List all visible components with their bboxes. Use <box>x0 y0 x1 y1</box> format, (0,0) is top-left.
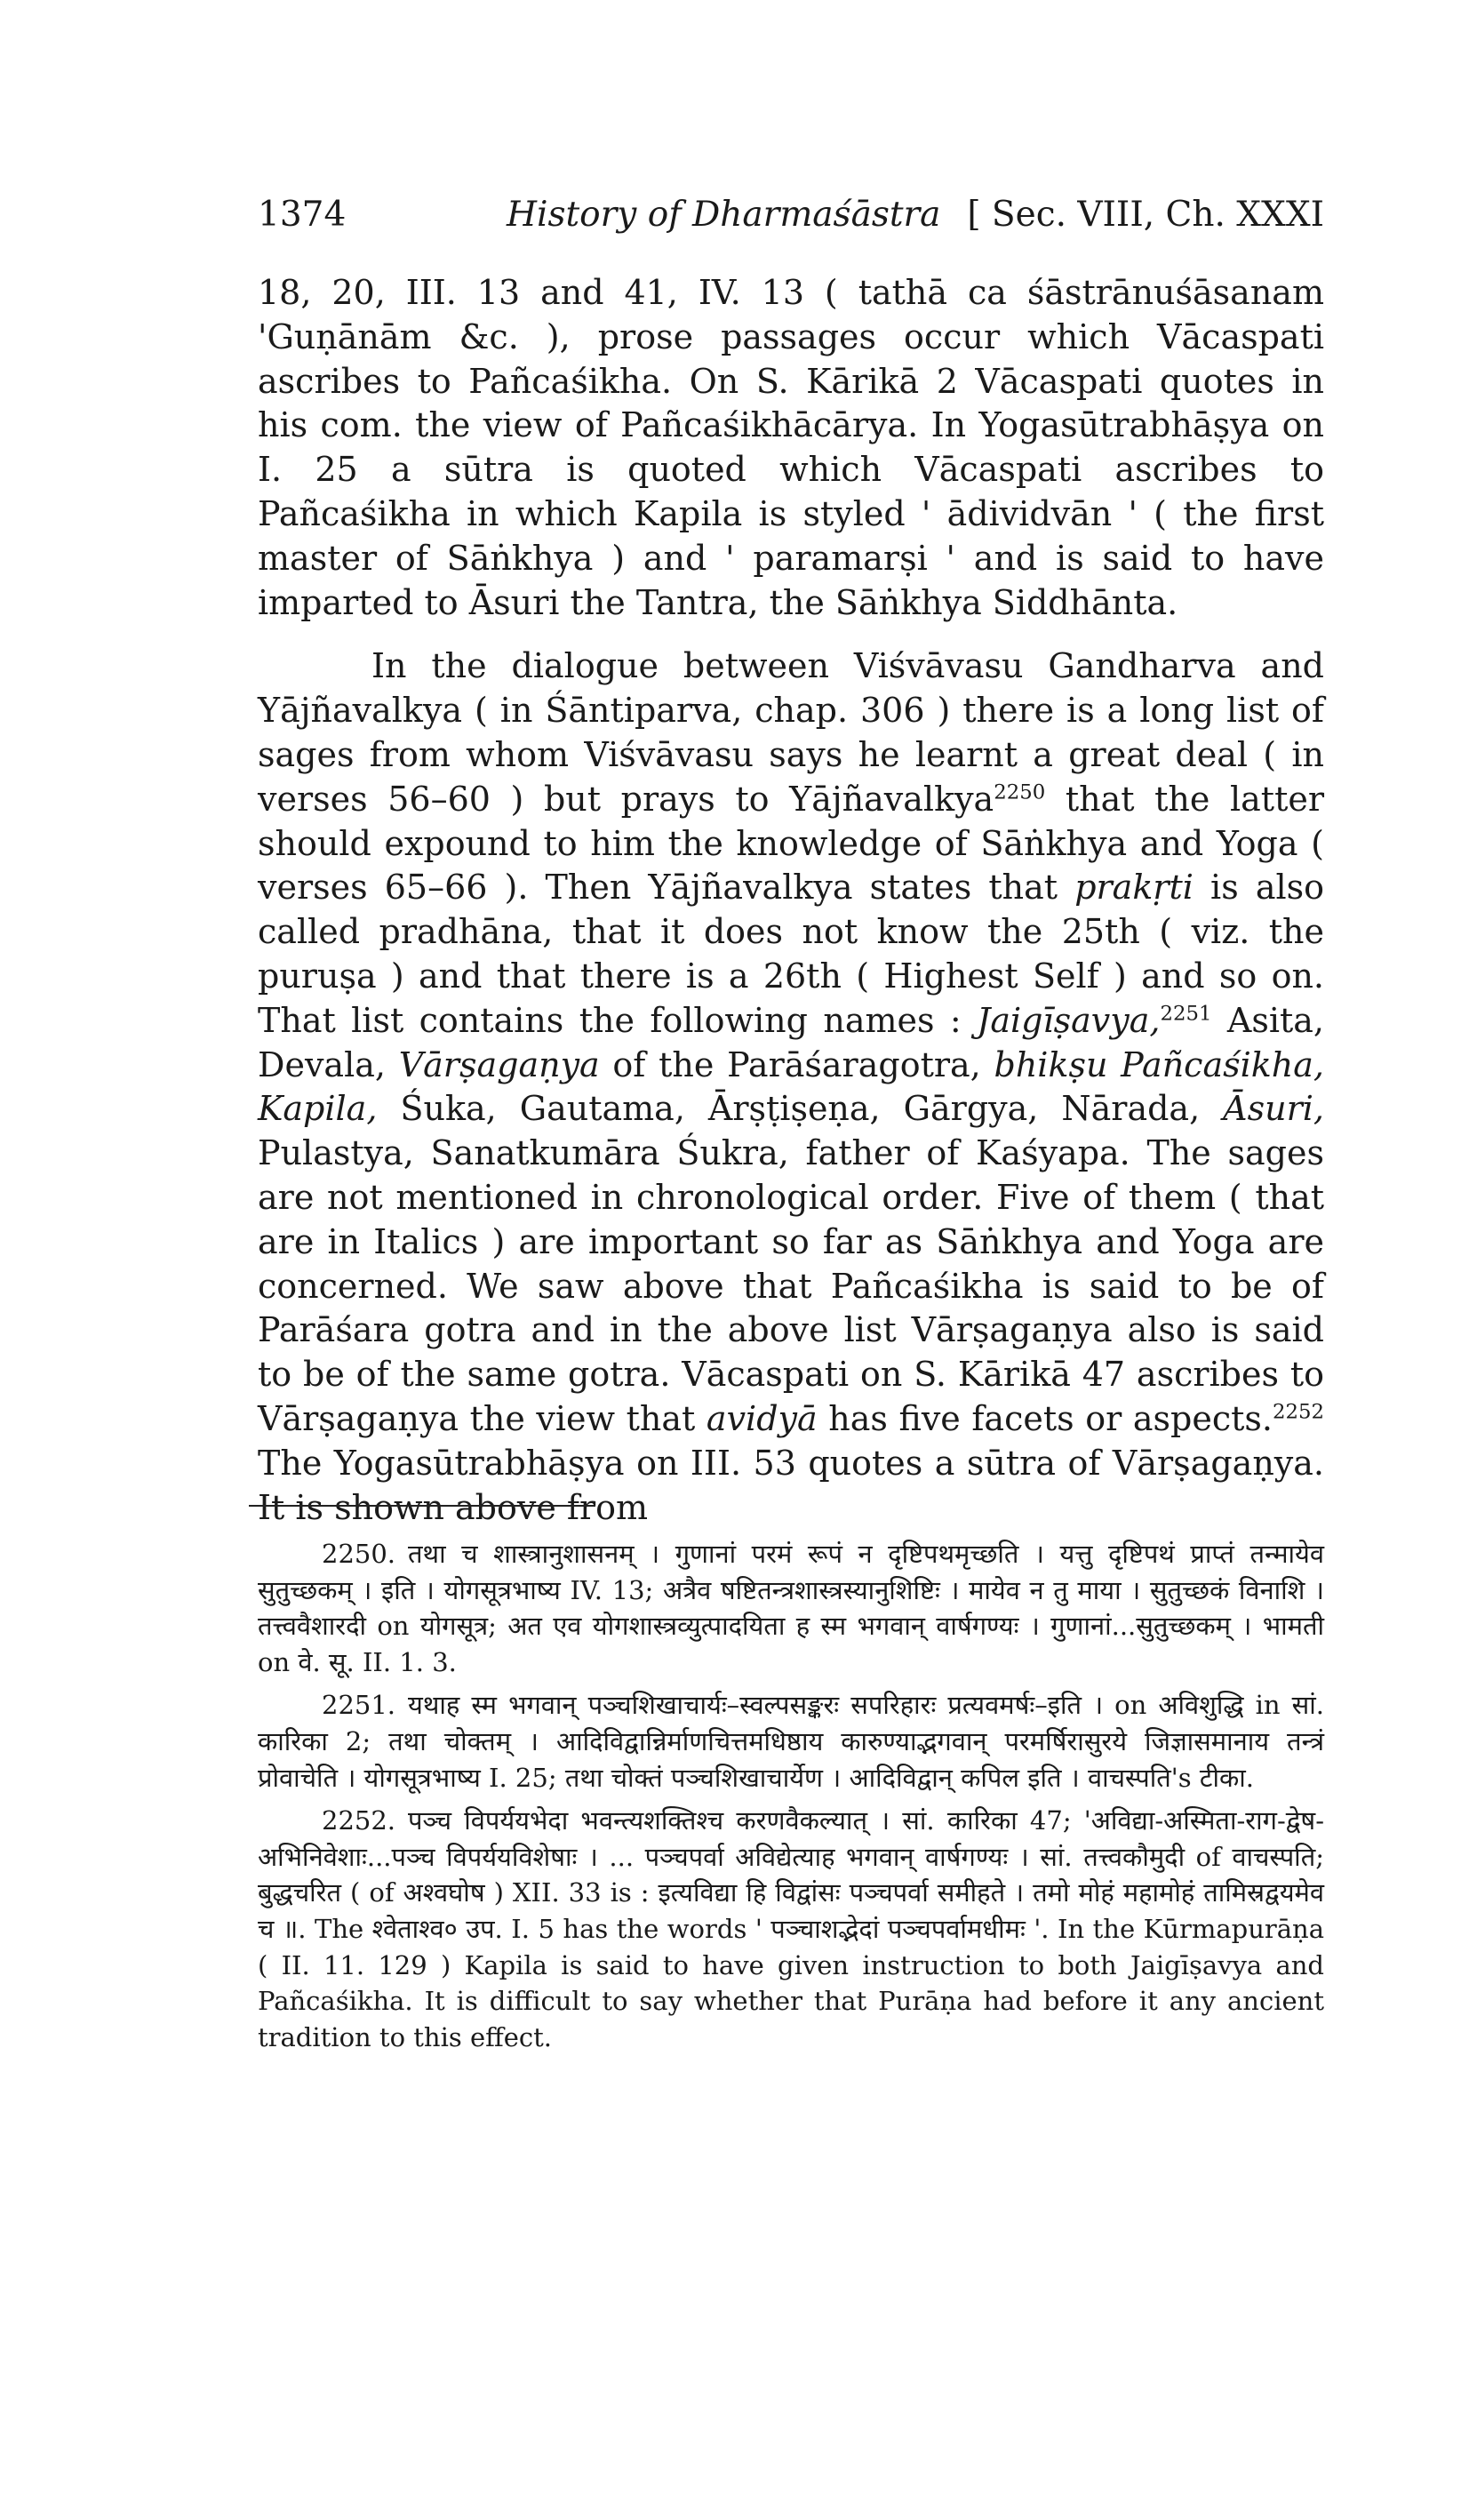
italic-term: avidyā <box>706 1398 818 1438</box>
footnote-number: 2250. <box>322 1539 396 1569</box>
text-run: has five facets or aspects. <box>817 1398 1273 1438</box>
footnote-text: तथा च शास्त्रानुशासनम् । गुणानां परमं रूपं न दृष्टिपथमृच्छति । यत्तु दृष्टिपथं प्राप्तं तन्मायेव सुतुच्छकम् । इति । योगसूत्रभाष्य IV. 13; अत्रैव षष्टितन्त्रशास्त्रस्यानुशिष्टिः । मायेव न तु माया । सुतुच्छकं विनाशि । तत्त्ववैशारदी on योगसूत्र; अत एव योगशास्त्रव्युत्पादयिता ह स्म भगवान् वार्षगण्यः । गुणानां...सुतुच्छकम् । भामती on वे. सू. II. 1. 3. <box>258 1539 1324 1677</box>
footnote-number: 2251. <box>322 1690 396 1721</box>
section-reference: [ Sec. VIII, Ch. XXXI <box>967 195 1324 235</box>
text-run: of the Parāśaragotra, <box>599 1044 994 1084</box>
italic-name: bhikṣu Pañcaśikha, Kapila, <box>258 1044 1324 1129</box>
page-number: 1374 <box>258 195 347 235</box>
footnote-ref-2251[interactable]: 2251 <box>1160 1002 1212 1026</box>
footnote-text: यथाह स्म भगवान् पञ्चशिखाचार्यः–स्वल्पसङ्करः सपरिहारः प्रत्यवमर्षः–इति । on अविशुद्धि in सां. कारिका 2; तथा चोक्तम् । आदिविद्वान्निर्माणचित्तमधिष्ठाय कारुण्याद्भगवान् परमर्षिरासुरये जिज्ञासमानाय तन्त्रं प्रोवाचेति । योगसूत्रभाष्य I. 25; तथा चोक्तं पञ्चशिखाचार्येण । आदिविद्वान् कपिल इति । वाचस्पति's टीका. <box>258 1690 1324 1793</box>
paragraph-2 <box>258 644 1324 1530</box>
footnote-number: 2252. <box>322 1805 396 1836</box>
book-title: History of Dharmaśāstra <box>507 195 941 235</box>
main-text <box>258 271 1324 1530</box>
footnote-ref-2250[interactable]: 2250 <box>994 780 1046 804</box>
text-run: Asita, Devala, <box>258 1000 1325 1084</box>
italic-name: Āsuri, <box>1223 1089 1324 1129</box>
footnote-divider <box>249 1505 595 1507</box>
text-run: Pulastya, Sanatkumāra Śukra, father of Kaśyapa. The sages are not mentioned in chronological order. Five of them ( that are in Italics ) are important so far as Sāṅkhya and Yoga are concerned. We saw above that Pañcaśikha is said to be of Parāśara gotra and in the above list Vārṣagaṇya also is said to be of the same gotra. Vācaspati on S. Kārikā 47 ascribes to Vārṣagaṇya the view that <box>258 1133 1324 1438</box>
running-header <box>258 188 1324 242</box>
italic-term: prakṛti <box>1074 868 1194 908</box>
footnote-2252 <box>258 1803 1324 2055</box>
footnote-2251 <box>258 1687 1324 1796</box>
text-run: In the dialogue between Viśvāvasu Gandharva and Yājñavalkya ( in Śāntiparva, chap. 306 ) there is a long list of sages from whom Viśvāvasu says he learnt a great deal ( in verses 56–60 ) but prays to Yājñavalkya <box>258 646 1324 819</box>
text-run: The Yogasūtrabhāṣya on III. 53 quotes a sūtra of Vārṣagaṇya. It is shown above from <box>258 1443 1324 1527</box>
text-run: is also called pradhāna, that it does not know the 25th ( viz. the puruṣa ) and that there is a 26th ( Highest Self ) and so on. That list contains the following names : <box>258 868 1325 1040</box>
footnote-text: पञ्च विपर्ययभेदा भवन्त्यशक्तिश्च करणवैकल्यात् । सां. कारिका 47; 'अविद्या-अस्मिता-राग-द्वेष-अभिनिवेशाः...पञ्च विपर्ययविशेषाः । ... पञ्चपर्वा अविद्येत्याह भगवान् वार्षगण्यः । सां. तत्त्वकौमुदी of वाचस्पति; बुद्धचरित ( of अश्वघोष ) XII. 33 is : इत्यविद्या हि विद्वांसः पञ्चपर्वा समीहते । तमो मोहं महामोहं तामिस्रद्वयमेव च ॥. The श्वेताश्व० उप. I. 5 has the words ' पञ्चाशद्भेदां पञ्चपर्वामधीमः '. In the Kūrmapurāṇa ( II. 11. 129 ) Kapila is said to have given instruction to both Jaigīṣavya and Pañcaśikha. It is difficult to say whether that Purāṇa had before it any ancient tradition to this effect. <box>258 1805 1324 2052</box>
text-run: Śuka, Gautama, Ārṣṭiṣeṇa, Gārgya, Nārada, <box>377 1089 1224 1129</box>
text-run: that the latter should expound to him the knowledge of Sāṅkhya and Yoga ( verses 65–66 ). Then Yājñavalkya states that <box>258 779 1324 908</box>
footnote-2250 <box>258 1536 1324 1680</box>
footnotes <box>258 1536 1324 2062</box>
paragraph-1: 18, 20, III. 13 and 41, IV. 13 ( tathā ca śāstrānuśāsanam 'Guṇānām &c. ), prose passages occur which Vācaspati ascribes to Pañcaśikha. On S. Kārikā 2 Vācaspati quotes in his com. the view of Pañcaśikhācārya. In Yogasūtrabhāṣya on I. 25 a sūtra is quoted which Vācaspati ascribes to Pañcaśikha in which Kapila is styled ' ādividvān ' ( the first master of Sāṅkhya ) and ' paramarṣi ' and is said to have imparted to Āsuri the Tantra, the Sāṅkhya Siddhānta. <box>258 273 1324 622</box>
italic-name: Vārṣagaṇya <box>398 1044 600 1084</box>
footnote-ref-2252[interactable]: 2252 <box>1272 1400 1324 1424</box>
italic-name: Jaigīṣavya, <box>977 1000 1161 1040</box>
